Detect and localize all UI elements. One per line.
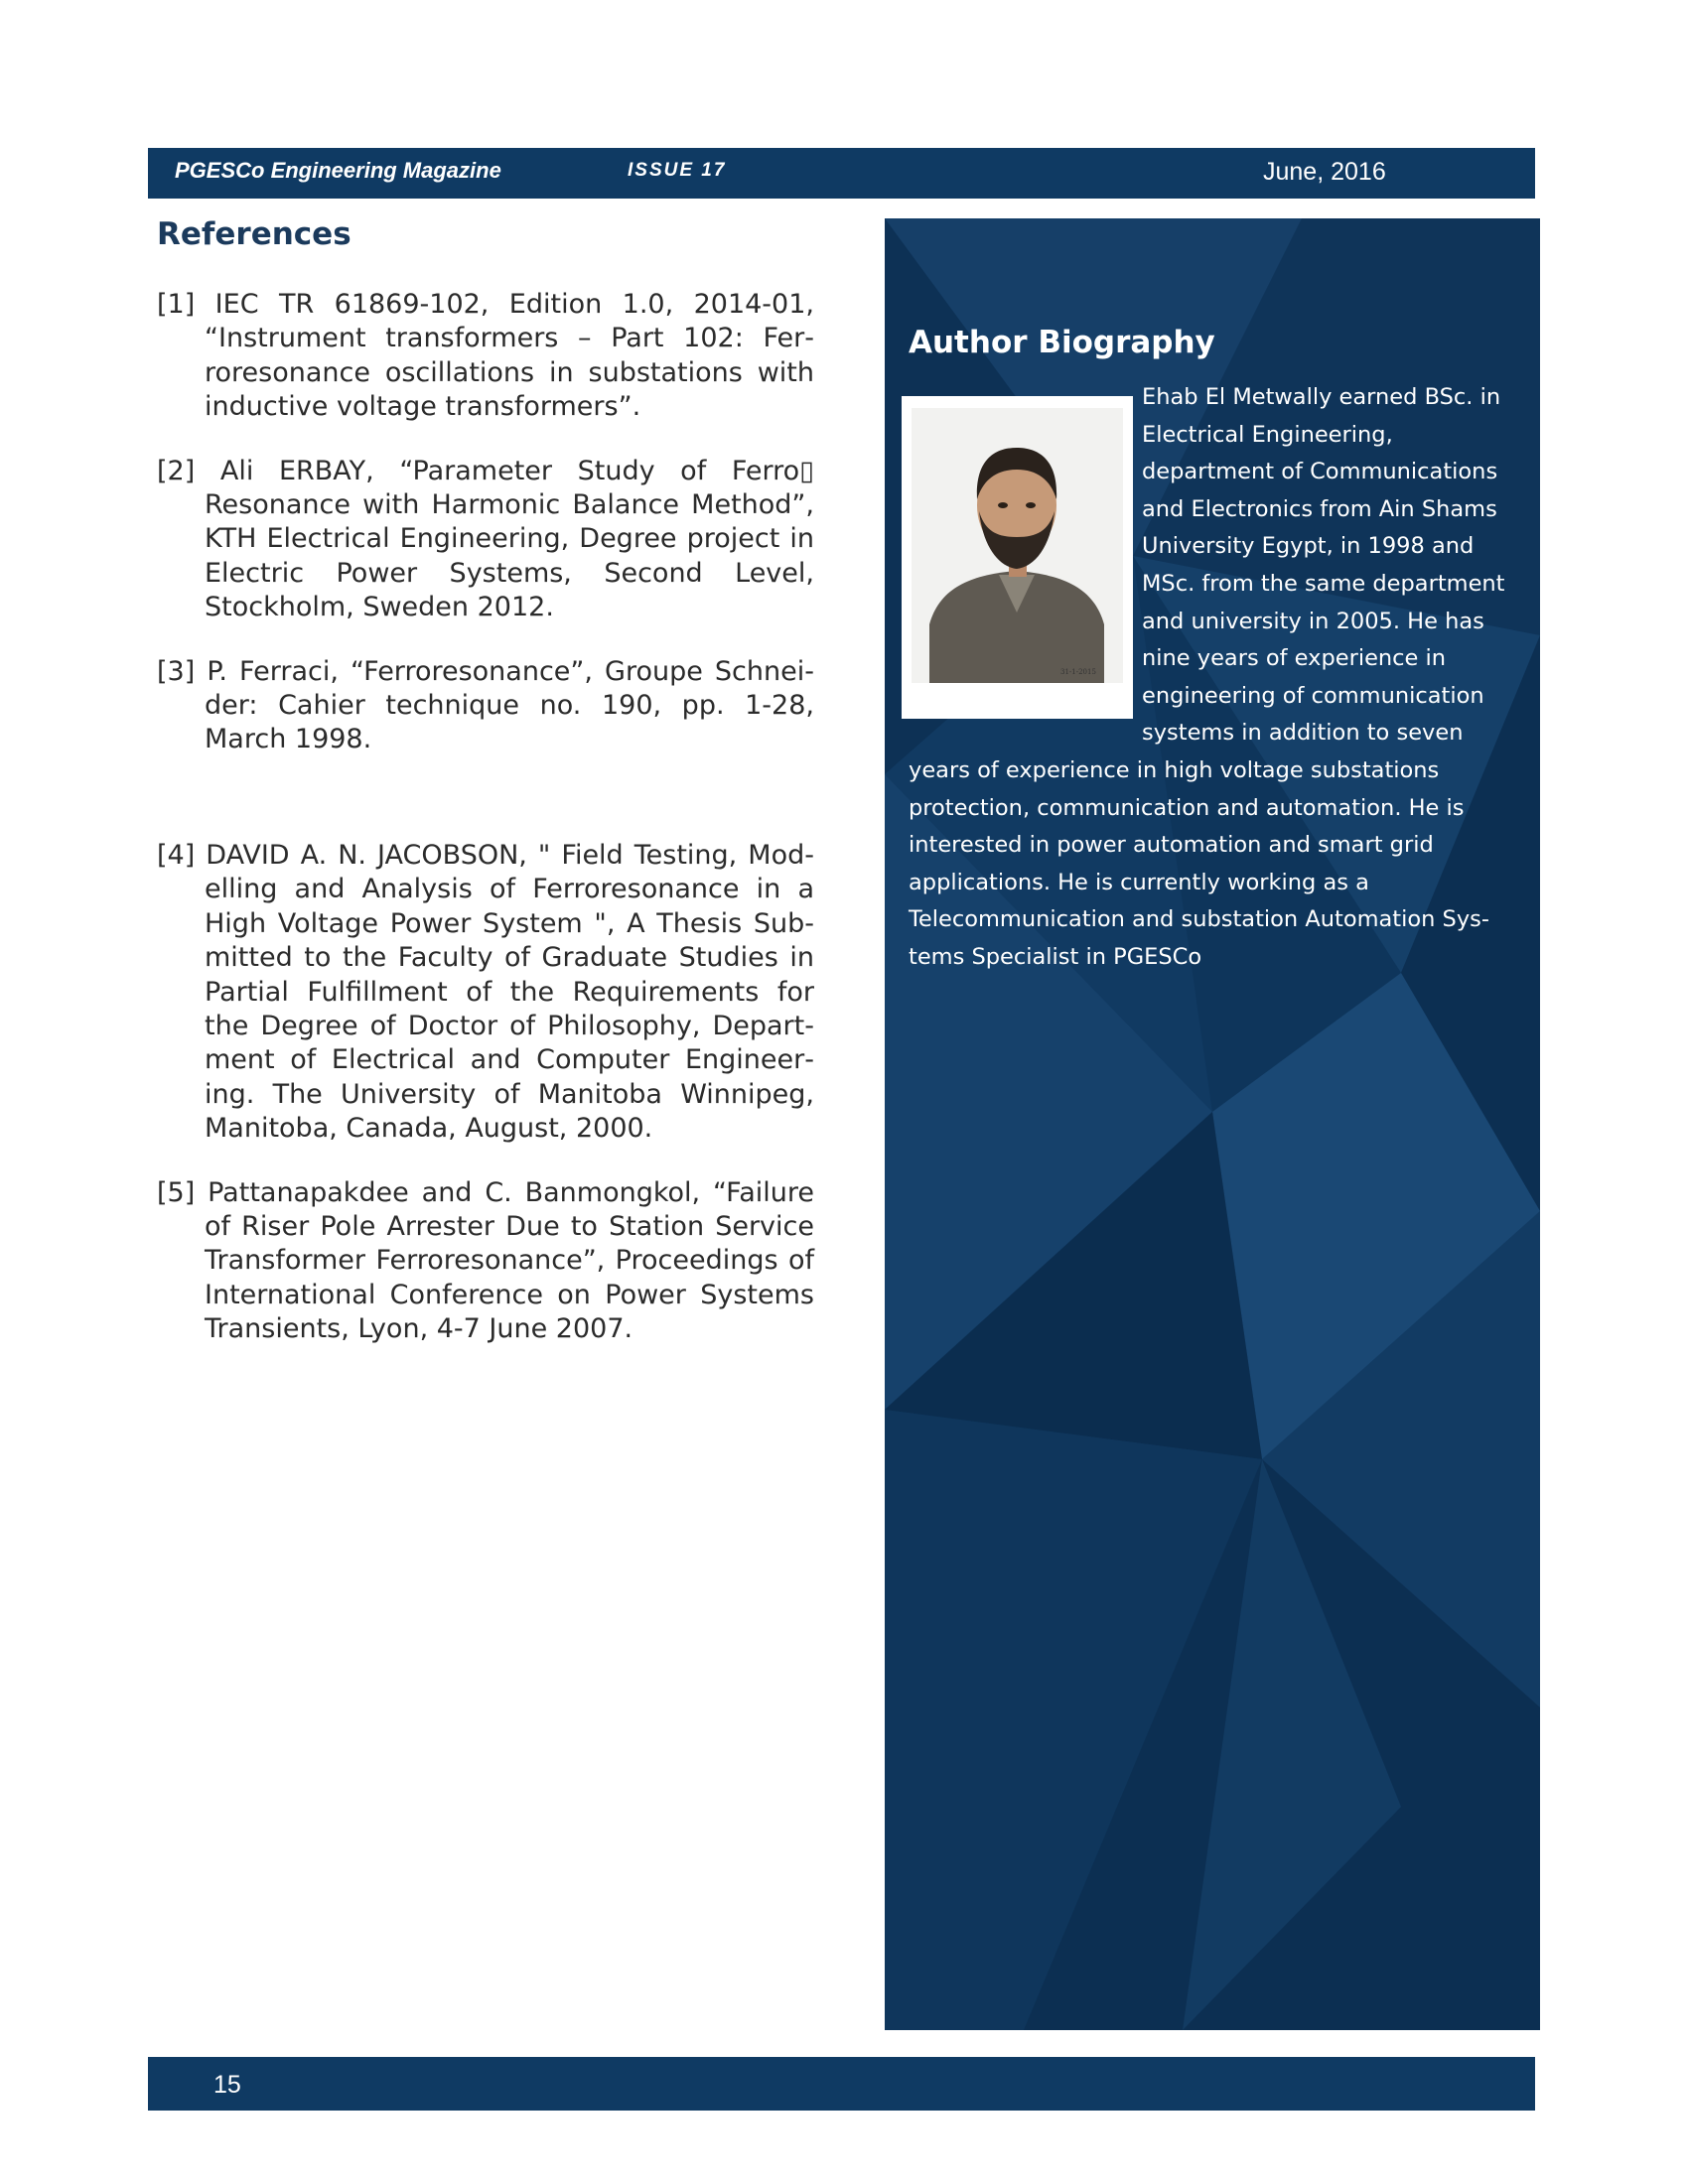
author-biography-panel bbox=[885, 218, 1540, 2030]
issue-label: ISSUE 17 bbox=[628, 160, 727, 181]
photo-date-stamp: 31-1-2015 bbox=[1060, 668, 1096, 676]
author-biography-heading: Author Biography bbox=[909, 325, 1215, 360]
references-list bbox=[157, 288, 814, 1377]
author-biography-body: Ehab El Metwally earned BSc. in Electrical Engineering, department of Communications and Electronics from Ain Shams University Egypt, in 1998 and MSc. from the same department and university in 2005. He has nine years of experience in engineering of communication systems in addition to seven years of experience in high voltage substations protection, communication and automation. He is interested in power automation and smart grid applications. He is currently working as a Telecommunication and substation Automation Systems Specialist in PGESCo bbox=[909, 384, 1505, 970]
reference-item: [1] IEC TR 61869-102, Edition 1.0, 2014-01, “Instrument transformers – Part 102: Ferroresonance oscillations in substations with inductive voltage transformers”. bbox=[157, 289, 814, 423]
author-biography-text bbox=[909, 379, 1516, 977]
reference-item: [2] Ali ERBAY, “Parameter Study of Ferro▯ Resonance with Harmonic Balance Method”, KTH Electrical Engineering, Degree project in Electric Power Systems, Second Level, Stockholm, Sweden 2012. bbox=[157, 455, 814, 623]
reference-item: [4] DAVID A. N. JACOBSON, " Field Testing, Modelling and Analysis of Ferroresonance in a High Voltage Power System ", A Thesis Submitted to the Faculty of Graduate Studies in Partial Fulfillment of the Requirements for the Degree of Doctor of Philosophy, Department of Electrical and Computer Engineering. The University of Manitoba Winnipeg, Manitoba, Canada, August, 2000. bbox=[157, 839, 814, 1145]
reference-item: [3] P. Ferraci, “Ferroresonance”, Groupe Schneider: Cahier technique no. 190, pp. 1-28, March 1998. bbox=[157, 655, 814, 755]
footer-bar bbox=[148, 2057, 1535, 2111]
reference-item: [5] Pattanapakdee and C. Banmongkol, “Failure of Riser Pole Arrester Due to Station Service Transformer Ferroresonance”, Proceedings of International Conference on Power Systems Transients, Lyon, 4-7 June 2007. bbox=[157, 1176, 814, 1345]
issue-date: June, 2016 bbox=[1263, 158, 1386, 186]
references-heading: References bbox=[157, 216, 352, 252]
header-bar bbox=[148, 148, 1535, 199]
page-number: 15 bbox=[213, 2071, 241, 2099]
magazine-title: PGESCo Engineering Magazine bbox=[175, 158, 501, 183]
photo-spacer bbox=[909, 379, 1142, 732]
